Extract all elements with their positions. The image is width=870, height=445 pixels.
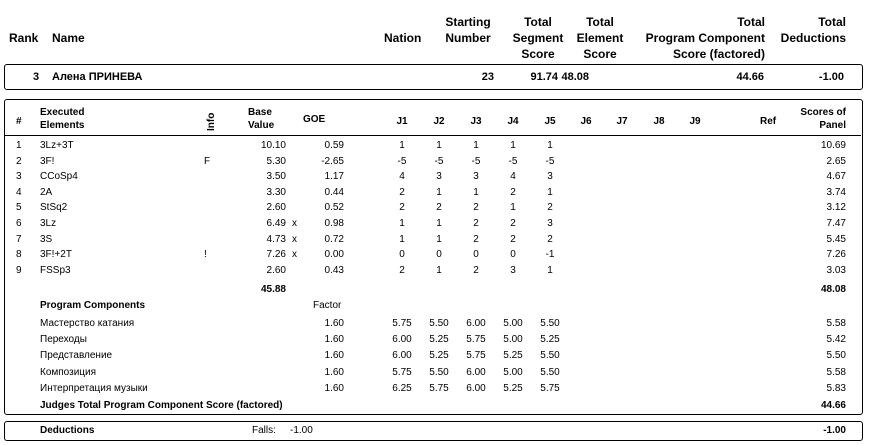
col-panel-header-1: Scores of bbox=[800, 107, 846, 118]
component-judge-score: 5.75 bbox=[466, 334, 486, 345]
component-judge-score: 5.75 bbox=[429, 383, 449, 394]
element-judge-score: 1 bbox=[399, 140, 405, 151]
element-judge-score: 2 bbox=[510, 218, 516, 229]
element-number: 3 bbox=[16, 171, 22, 182]
element-base-value: 2.60 bbox=[266, 202, 286, 213]
element-number: 6 bbox=[16, 218, 22, 229]
element-bonus-mark: x bbox=[292, 218, 297, 229]
element-judge-score: 2 bbox=[510, 234, 516, 245]
element-judge-score: 3 bbox=[547, 171, 553, 182]
pc-factor-header: Factor bbox=[313, 300, 342, 311]
judge-header-3: J3 bbox=[470, 116, 482, 127]
element-judge-score: 3 bbox=[473, 171, 479, 182]
element-judge-score: 2 bbox=[399, 265, 405, 276]
tss-header-1: Total bbox=[524, 15, 552, 29]
element-number: 1 bbox=[16, 140, 22, 151]
col-goe-header: GOE bbox=[303, 114, 326, 125]
element-judge-score: -5 bbox=[471, 156, 481, 167]
component-judge-score: 5.25 bbox=[503, 350, 523, 361]
tes-header-2: Element bbox=[576, 31, 624, 45]
skater-deductions: -1.00 bbox=[818, 71, 844, 83]
element-code: 3Lz+3T bbox=[40, 140, 74, 151]
component-name: Композиция bbox=[40, 367, 97, 378]
element-goe: 0.59 bbox=[324, 140, 344, 151]
skater-tss: 91.74 bbox=[530, 71, 558, 83]
element-judge-score: 0 bbox=[473, 249, 479, 260]
element-judge-score: 1 bbox=[510, 202, 516, 213]
element-panel-score: 7.47 bbox=[826, 218, 846, 229]
component-factor: 1.60 bbox=[324, 334, 344, 345]
skater-start-number: 23 bbox=[481, 71, 494, 83]
component-judge-score: 5.00 bbox=[503, 334, 523, 345]
elements-base-total: 45.88 bbox=[260, 284, 286, 295]
element-goe: 0.44 bbox=[324, 187, 344, 198]
component-judge-score: 6.00 bbox=[466, 383, 486, 394]
pc-total-label: Judges Total Program Component Score (factored) bbox=[40, 400, 283, 411]
header-divider bbox=[5, 135, 861, 136]
element-judge-score: 3 bbox=[510, 265, 516, 276]
element-judge-score: 1 bbox=[547, 187, 553, 198]
element-base-value: 3.50 bbox=[266, 171, 286, 182]
element-number: 4 bbox=[16, 187, 22, 198]
element-judge-score: 3 bbox=[436, 171, 442, 182]
pc-total-value: 44.66 bbox=[820, 400, 846, 411]
judge-header-6: J6 bbox=[580, 116, 592, 127]
element-judge-score: 2 bbox=[473, 265, 479, 276]
element-judge-score: 2 bbox=[473, 202, 479, 213]
element-base-value: 5.30 bbox=[266, 156, 286, 167]
element-judge-score: 0 bbox=[399, 249, 405, 260]
element-judge-score: 4 bbox=[399, 171, 405, 182]
skater-tes: 48.08 bbox=[561, 71, 589, 83]
component-judge-score: 5.75 bbox=[392, 318, 412, 329]
element-info: F bbox=[204, 156, 211, 167]
element-code: FSSp3 bbox=[40, 265, 71, 276]
component-factor: 1.60 bbox=[324, 367, 344, 378]
element-judge-score: -5 bbox=[508, 156, 518, 167]
element-code: 3S bbox=[40, 234, 53, 245]
element-judge-score: 1 bbox=[436, 140, 442, 151]
judge-header-2: J2 bbox=[433, 116, 445, 127]
component-judge-score: 5.25 bbox=[429, 350, 449, 361]
judge-header-7: J7 bbox=[616, 116, 628, 127]
component-name: Мастерство катания bbox=[40, 318, 135, 329]
element-judge-score: 2 bbox=[473, 218, 479, 229]
skater-name: Алена ПРИНЕВА bbox=[52, 71, 143, 83]
pc-title: Program Components bbox=[40, 300, 146, 311]
ded-header-1: Total bbox=[818, 15, 846, 29]
element-judge-score: 2 bbox=[473, 234, 479, 245]
falls-label: Falls: bbox=[252, 425, 276, 436]
element-code: StSq2 bbox=[40, 202, 68, 213]
element-judge-score: 2 bbox=[547, 234, 553, 245]
element-panel-score: 7.26 bbox=[826, 249, 846, 260]
element-bonus-mark: x bbox=[292, 234, 297, 245]
component-judge-score: 6.00 bbox=[392, 350, 412, 361]
element-judge-score: 2 bbox=[547, 202, 553, 213]
element-info: ! bbox=[204, 249, 207, 260]
element-judge-score: -5 bbox=[545, 156, 555, 167]
deductions-label: Deductions bbox=[40, 425, 95, 436]
component-factor: 1.60 bbox=[324, 350, 344, 361]
col-ref-header: Ref bbox=[760, 116, 777, 127]
pcs-header-2: Program Component bbox=[645, 31, 765, 45]
tss-header-2: Segment bbox=[512, 31, 564, 45]
element-panel-score: 10.69 bbox=[820, 140, 846, 151]
element-code: 3F!+2T bbox=[40, 249, 72, 260]
judge-header-1: J1 bbox=[396, 116, 408, 127]
tss-header-3: Score bbox=[521, 47, 555, 61]
element-judge-score: 0 bbox=[436, 249, 442, 260]
col-base-header-1: Base bbox=[248, 107, 272, 118]
judge-header-5: J5 bbox=[544, 116, 556, 127]
element-judge-score: 1 bbox=[510, 140, 516, 151]
component-judge-score: 6.00 bbox=[392, 334, 412, 345]
element-base-value: 3.30 bbox=[266, 187, 286, 198]
element-judge-score: -1 bbox=[545, 249, 555, 260]
starting-header-2: Number bbox=[445, 31, 491, 45]
component-judge-score: 5.25 bbox=[540, 334, 560, 345]
component-panel-score: 5.50 bbox=[826, 350, 846, 361]
element-code: 3F! bbox=[40, 156, 55, 167]
element-judge-score: 0 bbox=[510, 249, 516, 260]
element-judge-score: 3 bbox=[547, 218, 553, 229]
element-code: 3Lz bbox=[40, 218, 57, 229]
component-judge-score: 5.50 bbox=[540, 350, 560, 361]
component-judge-score: 5.00 bbox=[503, 367, 523, 378]
element-panel-score: 2.65 bbox=[826, 156, 846, 167]
rank-header: Rank bbox=[9, 31, 39, 45]
element-goe: 0.43 bbox=[324, 265, 344, 276]
element-goe: 0.00 bbox=[324, 249, 344, 260]
component-judge-score: 5.25 bbox=[429, 334, 449, 345]
col-exec-header-2: Elements bbox=[40, 120, 85, 131]
component-panel-score: 5.58 bbox=[826, 318, 846, 329]
element-goe: -2.65 bbox=[321, 156, 344, 167]
element-base-value: 10.10 bbox=[260, 140, 286, 151]
element-judge-score: 1 bbox=[547, 140, 553, 151]
component-name: Переходы bbox=[40, 334, 87, 345]
element-panel-score: 3.74 bbox=[826, 187, 846, 198]
element-goe: 0.72 bbox=[324, 234, 344, 245]
element-judge-score: 1 bbox=[399, 218, 405, 229]
component-name: Интерпретация музыки bbox=[40, 383, 148, 394]
element-base-value: 6.49 bbox=[266, 218, 286, 229]
element-panel-score: 3.12 bbox=[826, 202, 846, 213]
element-number: 7 bbox=[16, 234, 22, 245]
deductions-total: -1.00 bbox=[823, 425, 846, 436]
element-judge-score: 4 bbox=[510, 171, 516, 182]
element-judge-score: 1 bbox=[547, 265, 553, 276]
element-base-value: 2.60 bbox=[266, 265, 286, 276]
component-judge-score: 5.50 bbox=[540, 318, 560, 329]
component-judge-score: 5.75 bbox=[466, 350, 486, 361]
element-judge-score: -5 bbox=[434, 156, 444, 167]
starting-header-1: Starting bbox=[445, 15, 491, 29]
pcs-header-3: Score (factored) bbox=[672, 47, 765, 61]
judge-header-9: J9 bbox=[689, 116, 701, 127]
col-exec-header-1: Executed bbox=[40, 107, 85, 118]
tes-header-1: Total bbox=[586, 15, 614, 29]
element-judge-score: 1 bbox=[436, 265, 442, 276]
skater-rank: 3 bbox=[33, 71, 40, 83]
element-judge-score: 1 bbox=[436, 187, 442, 198]
element-number: 9 bbox=[16, 265, 22, 276]
component-judge-score: 5.50 bbox=[429, 318, 449, 329]
element-base-value: 7.26 bbox=[266, 249, 286, 260]
component-name: Представление bbox=[40, 350, 113, 361]
judge-header-8: J8 bbox=[653, 116, 665, 127]
element-bonus-mark: x bbox=[292, 249, 297, 260]
pcs-header-1: Total bbox=[737, 15, 765, 29]
element-code: 2A bbox=[40, 187, 53, 198]
falls-value: -1.00 bbox=[290, 425, 313, 436]
element-judge-score: 2 bbox=[399, 187, 405, 198]
component-judge-score: 5.75 bbox=[540, 383, 560, 394]
element-goe: 1.17 bbox=[324, 171, 344, 182]
col-panel-header-2: Panel bbox=[819, 120, 846, 131]
element-goe: 0.52 bbox=[324, 202, 344, 213]
deductions-box bbox=[4, 421, 863, 441]
component-judge-score: 5.75 bbox=[392, 367, 412, 378]
element-judge-score: 2 bbox=[399, 202, 405, 213]
tes-header-3: Score bbox=[583, 47, 617, 61]
element-judge-score: -5 bbox=[397, 156, 407, 167]
component-judge-score: 5.25 bbox=[503, 383, 523, 394]
component-judge-score: 6.00 bbox=[466, 367, 486, 378]
ded-header-2: Deductions bbox=[780, 31, 846, 45]
element-judge-score: 1 bbox=[399, 234, 405, 245]
col-info-header: Info bbox=[206, 112, 217, 131]
component-panel-score: 5.83 bbox=[826, 383, 846, 394]
nation-header: Nation bbox=[384, 31, 422, 45]
col-num-header: # bbox=[16, 116, 22, 127]
element-base-value: 4.73 bbox=[266, 234, 286, 245]
component-judge-score: 5.50 bbox=[429, 367, 449, 378]
element-goe: 0.98 bbox=[324, 218, 344, 229]
component-judge-score: 6.00 bbox=[466, 318, 486, 329]
element-number: 8 bbox=[16, 249, 22, 260]
element-panel-score: 5.45 bbox=[826, 234, 846, 245]
component-judge-score: 6.25 bbox=[392, 383, 412, 394]
element-judge-score: 1 bbox=[473, 187, 479, 198]
component-judge-score: 5.00 bbox=[503, 318, 523, 329]
component-factor: 1.60 bbox=[324, 318, 344, 329]
element-judge-score: 1 bbox=[436, 234, 442, 245]
element-number: 5 bbox=[16, 202, 22, 213]
component-factor: 1.60 bbox=[324, 383, 344, 394]
col-base-header-2: Value bbox=[248, 120, 275, 131]
judge-header-4: J4 bbox=[507, 116, 519, 127]
element-panel-score: 4.67 bbox=[826, 171, 846, 182]
elements-panel-total: 48.08 bbox=[820, 284, 846, 295]
element-code: CCoSp4 bbox=[40, 171, 78, 182]
name-header: Name bbox=[52, 31, 85, 45]
element-judge-score: 2 bbox=[436, 202, 442, 213]
element-number: 2 bbox=[16, 156, 22, 167]
component-panel-score: 5.58 bbox=[826, 367, 846, 378]
element-judge-score: 2 bbox=[510, 187, 516, 198]
element-judge-score: 1 bbox=[436, 218, 442, 229]
element-judge-score: 1 bbox=[473, 140, 479, 151]
component-judge-score: 5.50 bbox=[540, 367, 560, 378]
component-panel-score: 5.42 bbox=[826, 334, 846, 345]
element-panel-score: 3.03 bbox=[826, 265, 846, 276]
skater-pcs: 44.66 bbox=[736, 71, 764, 83]
